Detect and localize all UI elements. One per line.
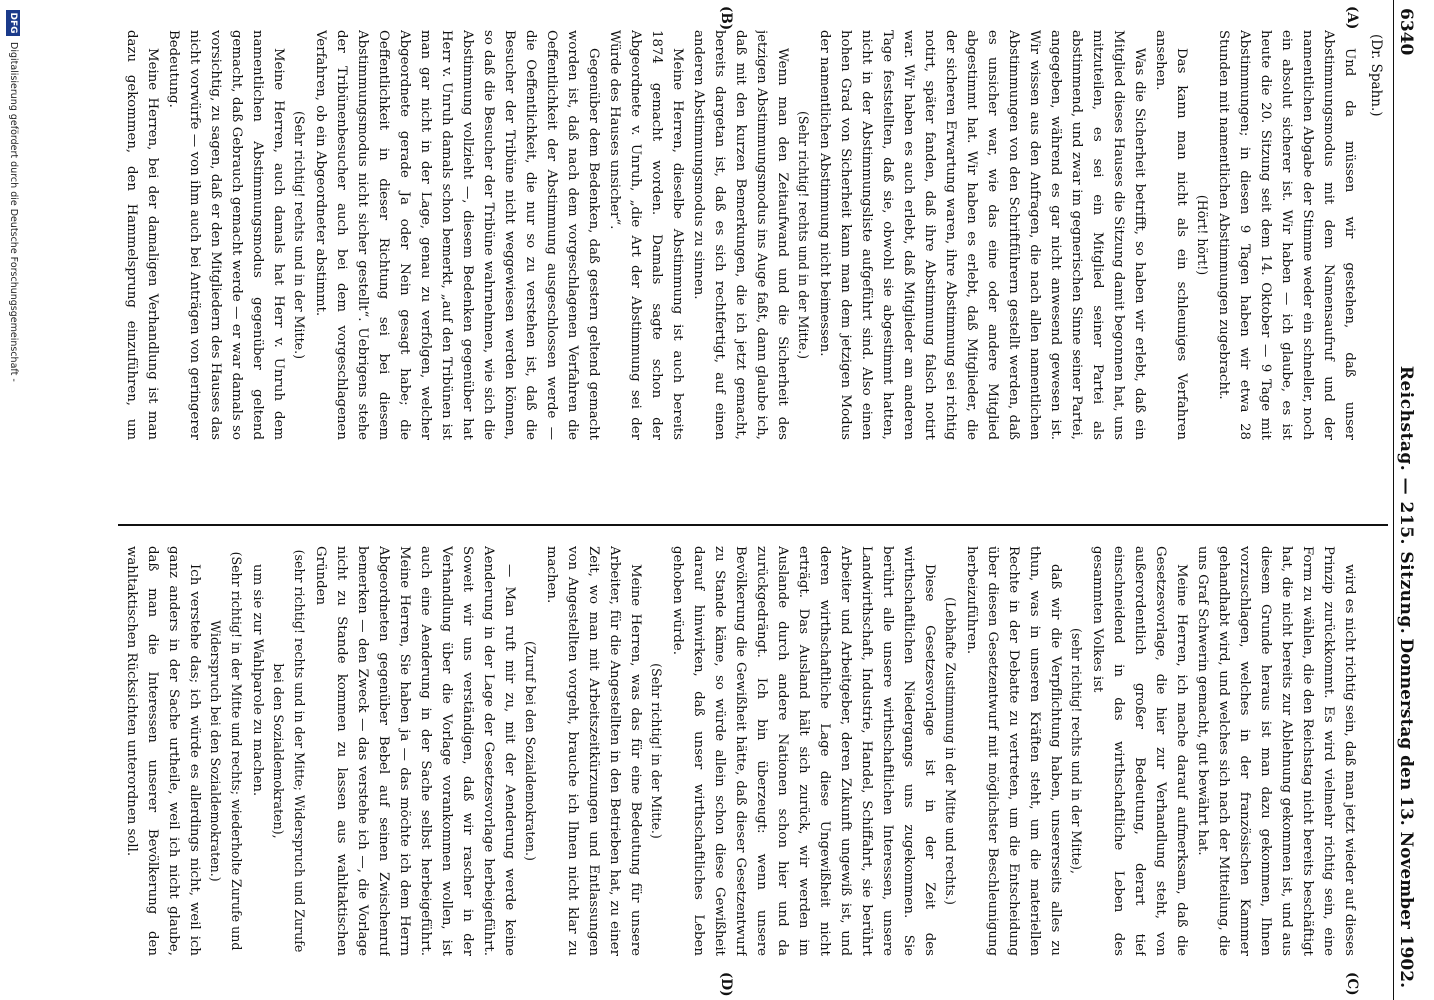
interjection: (sehr richtig! rechts und in der Mitte), [1069,628,1084,874]
right-text-column [120,546,1360,956]
running-title: Reichstag. — 215. Sitzung. [1396,365,1416,635]
interjection: (Hört! hört!) [1195,194,1210,276]
funding-note: Digitalisierung gefördert durch die Deutsche Forschungsgemeinschaft - [8,42,19,382]
page-footer [2,0,22,1000]
interjection: (Sehr richtig! in der Mitte.) [649,663,664,839]
interjection: (Sehr richtig! in der Mitte und rechts; wiederholte Zurufe und Widerspruch bei den Sozialdemokraten.) [208,551,244,951]
interjection: (sehr richtig! rechts und in der Mitte; Widerspruch und Zurufe bei den Sozialdemokraten), [271,549,307,953]
paragraph: Das kann man nicht als ein schleuniges Verfahren ansehen. [1153,30,1189,440]
paragraph: Und da müssen wir gestehen, daß unser Abstimmungsmodus mit dem Namensaufruf und der namentlichen Abgabe der Stimme weder ein schneller, noch ein absolut sicherer ist. Wir haben — ich glaube, es ist heute die 20. Sitzung seit dem 14. Oktober — 9 Tage mit Abstimmungen; in diesen 9 Tagen haben wir etwa 28 Stunden mit namentlichen Abstimmungen zugebracht. [1216,30,1357,440]
paragraph: Meine Herren, dieselbe Abstimmung ist auch bereits 1874 gemacht worden. Damals sagte schon der Abgeordnete v. Unruh, „die Art der Abstimmung sei der Würde des Hauses unsicher“. [607,30,685,440]
paragraph: — Man ruft mir zu, mit der Aenderung werde keine Aenderung in der Lage der Gesetzesvorlage herbeigeführt. Soweit wir uns verständigen, daß wir rascher in der Verhandlung über die Vorlage vorankommen wollen, ist auch eine Aenderung in der Sache selbst herbeigeführt. Meine Herren, Sie haben ja — das möchte ich dem Herrn Abgeordneten gegenüber Bebel auf seinen Zwischenruf bemerken — den Zweck — das verstehe ich —, die Vorlage nicht zu Stande kommen zu lassen aus wahltaktischen Gründen [313,546,517,956]
paragraph: wird es nicht richtig sein, daß man jetzt wieder auf dieses Prinzip zurückkommt. Es wird vielmehr richtig sein, eine Form zu wählen, die den Reichstag nicht bereits beschäftigt hat, die nicht bereits zur Ablehnung gekommen ist, und aus diesem Grunde heraus ist man dazu gekommen, Ihnen vorzuschlagen, welches in der französischen Kammer gehandhabt wird, und welches sich nach der Mitteilung, die uns Graf Schwerin gemacht, gut bewährt hat. [1195,546,1357,956]
speaker-name: (Dr. Spahn.) [1368,34,1384,117]
margin-marker-a: (A) [1344,6,1360,30]
paragraph: Wenn man den Zeitaufwand und die Sicherheit des jetzigen Abstimmungsmodus ins Auge faßt, dann glaube ich, daß mit den kurzen Bemerkungen, die ich jetzt gemacht, bereits dargetan ist, daß es sich rechtfertigt, auf einen anderen Abstimmungsmodus zu sinnen. [691,30,790,440]
dfg-logo: DFG [6,10,20,36]
margin-marker-b: (B) [718,6,734,31]
paragraph: Was die Sicherheit betrifft, so haben wir erlebt, daß ein Mitglied dieses Hauses die Sitzung damit begonnen hat, uns mitzuteilen, es sei ein Mitglied seiner Partei als abstimmend, und zwar im gegnerischen Sinne seiner Partei, angegeben, während es gar nicht anwesend gewesen ist. Wir wissen aus den Anfragen, die nach allen namentlichen Abstimmungen von den Schriftführern gestellt werden, daß es unsicher war, wie das eine oder andere Mitglied abgestimmt hat. Wir haben es erlebt, daß Mitglieder, die der sicheren Erwartung waren, ihre Abstimmung sei richtig notirt, später fanden, daß ihre Abstimmung falsch notirt war. Wir haben es auch erlebt, daß Mitglieder am anderen Tage feststellten, daß sie, obwohl sie abgestimmt hatten, nicht in der Abstimmungsliste aufgeführt sind. Also einen hohen Grad von Sicherheit kann man dem jetzigen Modus der namentlichen Abstimmung nicht beimessen. [817,30,1147,440]
page-header [1386,0,1426,1000]
header-rule [1393,0,1394,1000]
paragraph: Ich verstehe das; ich würde es allerdings nicht, weil ich ganz anders in der Sache urtheile, weil ich nicht glaube, daß man die Interessen unserer Bevölkerung den wahltaktischen Rücksichten unterordnen soll. [124,546,202,956]
margin-marker-d: (D) [718,972,734,997]
paragraph: Diese Gesetzesvorlage ist in der Zeit des wirthschaftlichen Niedergangs uns zugekommen. Sie berührt alle unsere wirthschaftlichen Interessen, unsere Landwirthschaft, Industrie, Handel, Schiffahrt, sie berührt Arbeiter und Arbeitgeber, deren Zukunft ungewiß ist, und deren wirthschaftliche Lage diese Ungewißheit nicht erträgt. Das Ausland hält sich zurück, wir werden im Auslande durch andere Nationen schon hier und da zurückgedrängt. Ich bin überzeugt: wenn unsere Bevölkerung die Gewißheit hätte, daß dieser Gesetzentwurf zu Stande käme, so würde allein schon diese Gewißheit darauf hinwirken, daß unser wirthschaftliches Leben gehoben würde. [670,546,937,956]
interjection: (Zuruf bei den Sozialdemokraten.) [523,641,538,861]
left-text-column [120,30,1360,440]
session-date: Donnerstag den 13. November 1902. [1396,638,1416,988]
paragraph: Meine Herren, was das für eine Bedeutung für unsere Arbeiter, für die Angestellten in den Betrieben hat, zu einer Zeit, wo man mit Arbeitszeitkürzungen und Entlassungen von Angestellten vorgeht, brauche ich Ihnen nicht klar zu machen. [544,546,643,956]
paragraph: Meine Herren, auch damals hat Herr v. Unruh dem namentlichen Abstimmungsmodus gegenüber geltend gemacht, daß Gebrauch gemacht werde — er war damals so vorsichtig, zu sagen, daß er den Mitgliedern des Hauses das nicht vorwürfe — von ihm auch bei Anträgen von geringerer Bedeutung. [166,30,286,440]
paragraph: um sie zur Wahlparole zu machen. [250,564,265,797]
paragraph: Meine Herren, ich mache darauf aufmerksam, daß die Gesetzesvorlage, die hier zur Verhandlung steht, von außerordentlich großer Bedeutung, derart tief einschneidend in das wirthschaftliche Leben des gesammten Volkes ist [1090,546,1189,956]
column-divider [118,524,1388,526]
margin-marker-c: (C) [1344,972,1360,996]
page-number: 6340 [1396,8,1416,56]
interjection: (Lebhafte Zustimmung in der Mitte und rechts.) [943,597,958,905]
interjection: (Sehr richtig! rechts und in der Mitte.) [796,110,811,360]
paragraph: Meine Herren, bei der damaligen Verhandlung ist man dazu gekommen, den Hammelsprung einzuführen, um [124,30,160,440]
paragraph: daß wir die Verpflichtung haben, unsererseits alles zu thun, was in unseren Kräften steht, um die materiellen Rechte in der Debatte zu vertreten, um die Entscheidung über diesen Gesetzentwurf mit möglichster Beschleunigung herbeizuführen. [964,546,1063,956]
paragraph: Gegenüber dem Bedenken, daß gestern geltend gemacht worden ist, daß nach dem vorgeschlagenen Verfahren die Oeffentlichkeit der Abstimmung ausgeschlossen werde — die Oeffentlichkeit, die nur so zu verstehen ist, daß die Besucher der Tribüne nicht weggewiesen werden können, so daß die Besucher der Tribüne wahrnehmen, wie sich die Abstimmung vollzieht —, diesem Bedenken gegenüber hat Herr v. Unruh damals schon bemerkt, „auf den Tribünen ist man gar nicht in der Lage, genau zu verfolgen, welcher Abgeordnete gerade Ja oder Nein gesagt habe; die Oeffentlichkeit in dieser Richtung sei bei diesem Abstimmungsmodus nicht sicher gestellt“. Uebrigens stehe der Tribünenbesucher auch bei dem vorgeschlagenen Verfahren, ob ein Abgeordneter abstimmt. [313,30,601,440]
interjection: (Sehr richtig! rechts und in der Mitte.) [292,110,307,360]
